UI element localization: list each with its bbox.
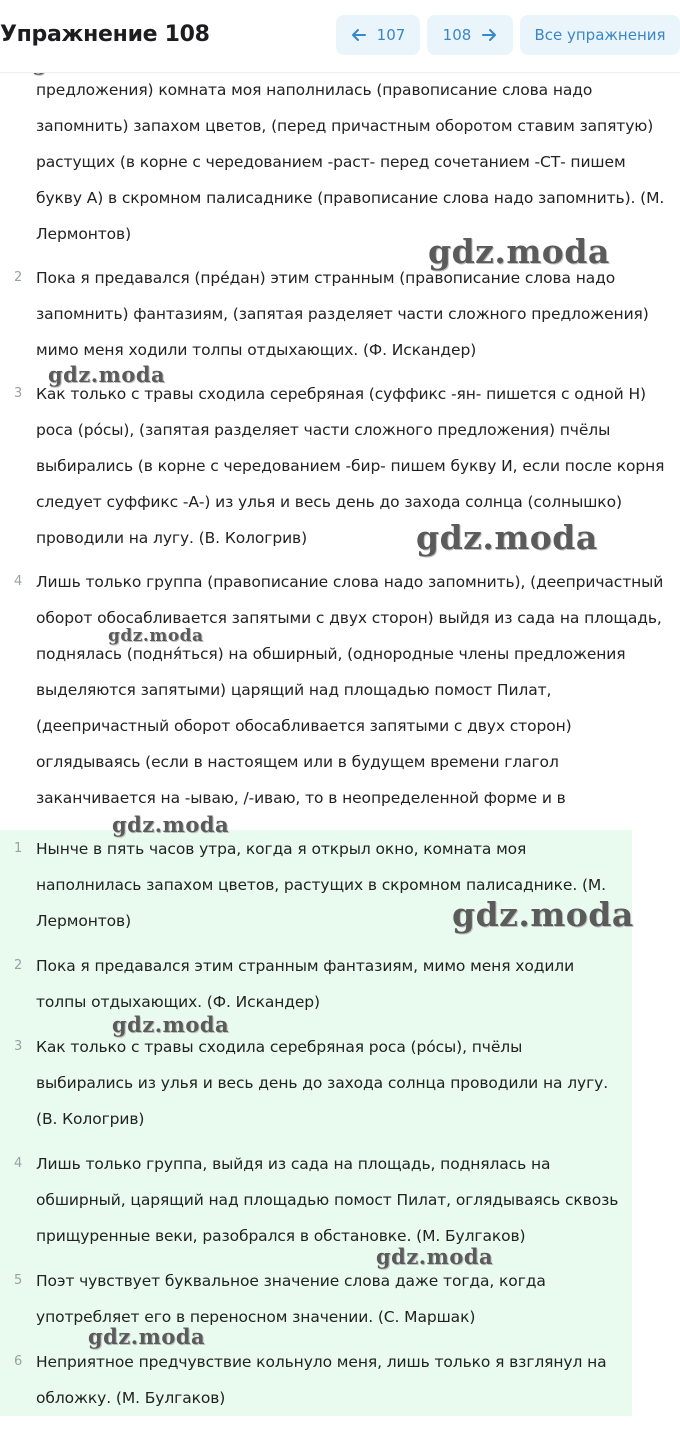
item-text: Лишь только группа, выйдя из сада на площадь, поднялась на обширный, царящий над площадью помост Пилат, оглядываясь сквозь прищуренные веки, разобрался в обстановке. (М. Булгаков) (36, 1155, 619, 1245)
item-text: Нынче в пять часов утра, когда я открыл окно, комната моя наполнилась запахом цветов, растущих в скромном палисаднике. (М. Лермонтов) (36, 840, 607, 930)
prev-exercise-button[interactable] (336, 15, 420, 55)
item-text: Пока я предавался (пре́дан) этим странным (правописание слова надо запомнить) фантазиям, (запятая разделяет части сложного предложения) мимо меня ходили толпы отдыхающих. (Ф. Искандер) (36, 269, 649, 359)
item-text: Как только с травы сходила серебряная (суффикс -ян- пишется с одной Н) роса (ро́сы), (запятая разделяет части сложного предложения) пчёлы выбирались (в корне с чередованием -бир- пишем букву И, если после корня следует суффикс -А-) из улья и весь день до захода солнца (солнышко) проводили на лугу. (В. Кологрив) (36, 385, 665, 547)
item-text: Как только с травы сходила серебряная роса (ро́сы), пчёлы выбирались из улья и весь день до захода солнца проводили на лугу. (В. Кологрив) (36, 1038, 609, 1128)
analysis-item (0, 376, 680, 556)
watermark: gdz.moda (376, 1244, 494, 1269)
watermark: gdz.moda (48, 362, 166, 387)
prev-exercise-label: 107 (376, 26, 406, 44)
next-exercise-label: 108 (442, 26, 472, 44)
answer-item (0, 1344, 632, 1416)
analysis-item (0, 260, 680, 368)
watermark: gdz.moda (112, 812, 230, 837)
watermark: gdz.moda (108, 626, 204, 646)
header-bar (0, 0, 680, 73)
answer-item (0, 948, 632, 1020)
arrow-right-icon (481, 27, 497, 43)
arrow-left-icon (351, 27, 367, 43)
page-title: Упражнение 108 (0, 22, 210, 47)
item-number: 3 (14, 1039, 23, 1054)
answer-item (0, 1029, 632, 1137)
item-text: Поэт чувствует буквальное значение слова даже тогда, когда употребляет его в переносном значении. (С. Маршак) (36, 1272, 546, 1326)
item-number: 2 (14, 270, 23, 285)
watermark: gdz.moda (416, 518, 598, 557)
watermark: gdz.moda (88, 1324, 206, 1349)
item-number: 6 (14, 1354, 23, 1369)
analysis-section (0, 72, 680, 829)
watermark: gdz.moda (428, 232, 610, 271)
analysis-item (0, 72, 680, 252)
answer-item (0, 831, 632, 939)
analysis-item (0, 564, 680, 816)
item-number: 4 (14, 574, 23, 589)
item-number: 4 (14, 1156, 23, 1171)
all-exercises-button[interactable]: Все упражнения (520, 15, 680, 55)
next-exercise-button[interactable] (427, 15, 513, 55)
answer-item (0, 1146, 632, 1254)
item-number: 1 (14, 841, 23, 856)
item-text: Неприятное предчувствие кольнуло меня, лишь только я взглянул на обложку. (М. Булгаков) (36, 1353, 607, 1407)
answer-item (0, 1263, 632, 1335)
item-text: предложения) комната моя наполнилась (правописание слова надо запомнить) запахом цветов, (перед причастным оборотом ставим запятую) растущих (в корне с чередованием -раст- перед сочетанием -СТ- пишем букву А) в скромном палисаднике (правописание слова надо запомнить). (М. Лермонтов) (36, 81, 665, 243)
item-number: 3 (14, 386, 23, 401)
item-number: 2 (14, 958, 23, 973)
watermark: gdz.moda (112, 1012, 230, 1037)
watermark: gdz.moda (452, 895, 634, 934)
item-number: 5 (14, 1273, 23, 1288)
item-text: Пока я предавался этим странным фантазиям, мимо меня ходили толпы отдыхающих. (Ф. Искандер) (36, 957, 575, 1011)
item-text: Лишь только группа (правописание слова надо запомнить), (деепричастный оборот обосабливается запятыми с двух сторон) выйдя из сада на площадь, поднялась (подня́ться) на обширный, (однородные члены предложения выделяются запятыми) царящий над площадью помост Пилат, (деепричастный оборот обосабливается запятыми с двух сторон) оглядываясь (если в настоящем или в будущем времени глагол заканчивается на -ываю, /-иваю, то в неопределенной форме и в (36, 573, 664, 807)
answer-section (0, 830, 632, 1416)
